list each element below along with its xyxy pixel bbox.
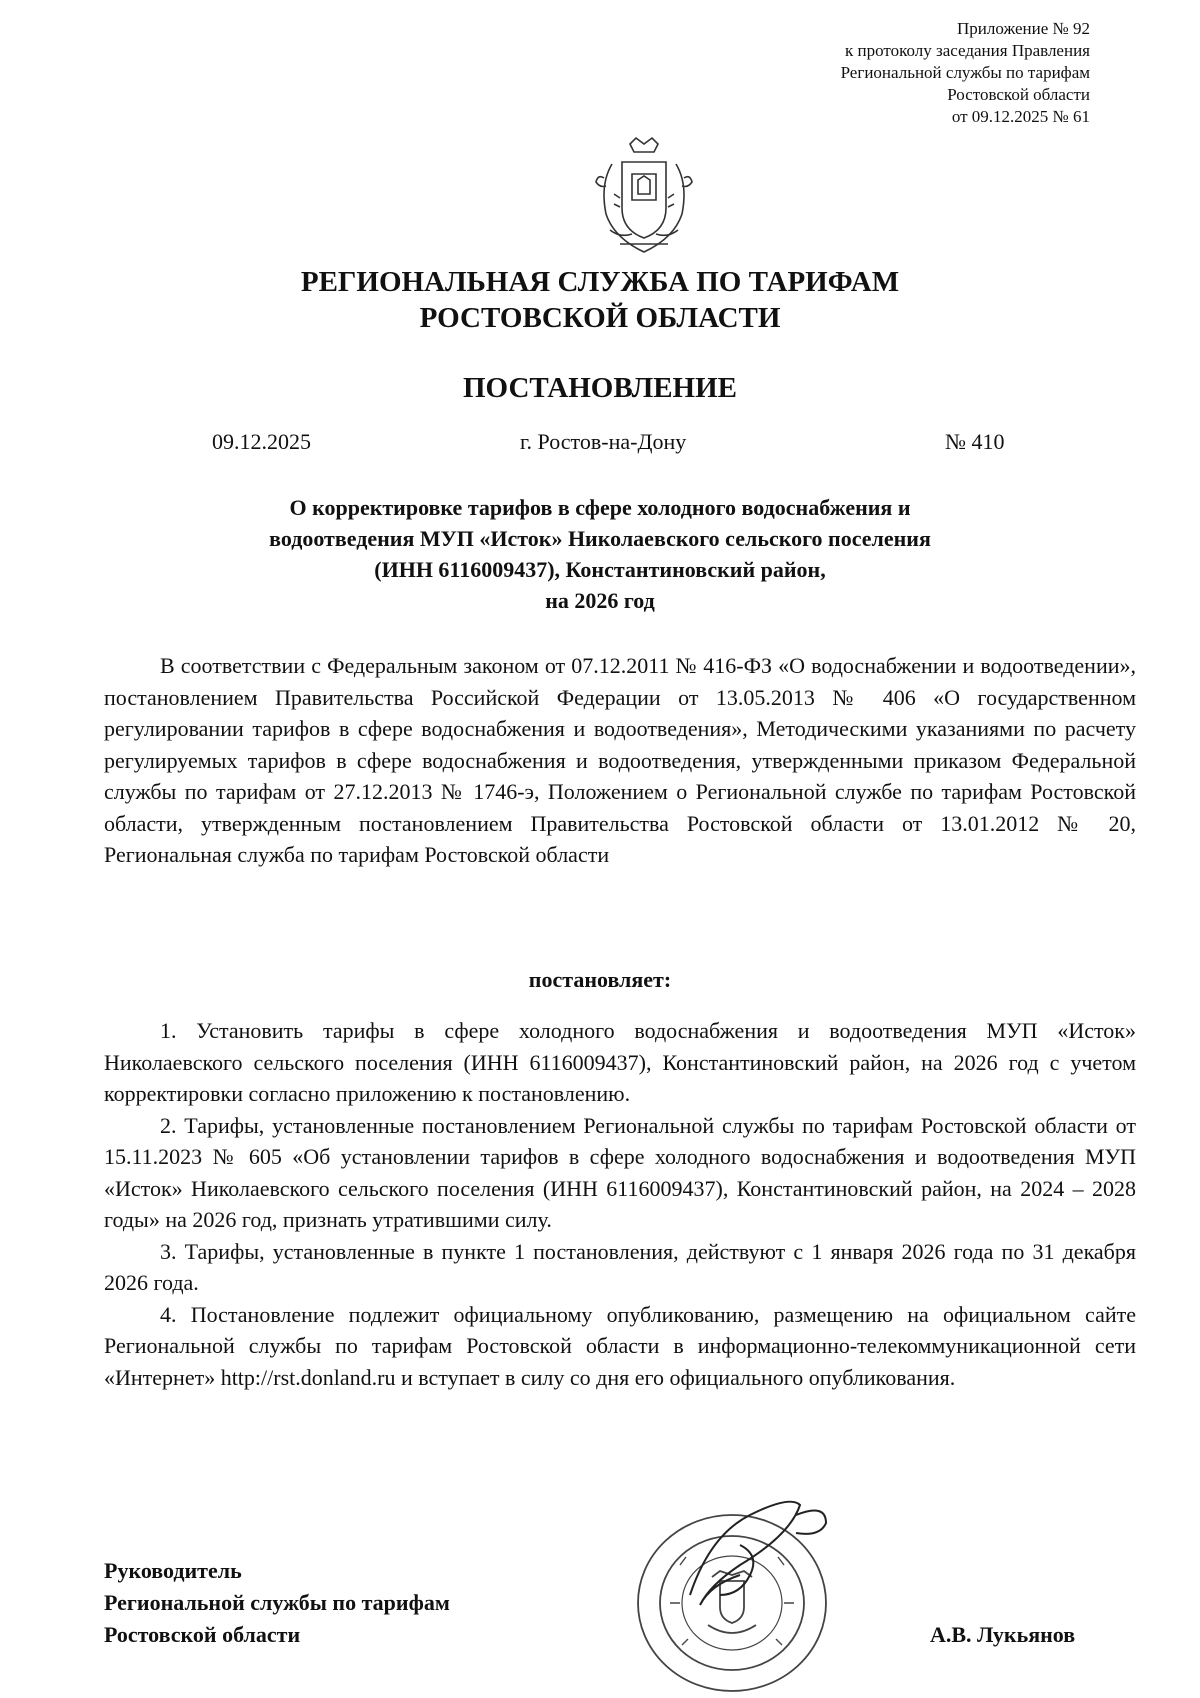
document-subject <box>150 492 1050 616</box>
org-title-line: РОСТОВСКОЙ ОБЛАСТИ <box>419 302 781 334</box>
attachment-note <box>841 18 1090 128</box>
org-title-line: РЕГИОНАЛЬНАЯ СЛУЖБА ПО ТАРИФАМ <box>300 266 900 298</box>
decree-item: 4. Постановление подлежит официальному опубликованию, размещению на официальном сайте Региональной службы по тарифам Ростовской области в информационно-телекоммуникационной сети «Интернет» http://rst.donland.ru и вступает в силу со дня его официального опубликования. <box>104 1301 1136 1390</box>
position-line: Ростовской области <box>104 1622 301 1647</box>
position-line: Руководитель <box>104 1558 242 1583</box>
signatory-name: А.В. Лукьянов <box>930 1622 1076 1647</box>
document-date: 09.12.2025 <box>212 429 311 454</box>
coat-of-arms-icon <box>590 134 698 262</box>
decree-word: постановляет: <box>528 967 672 992</box>
attachment-line: Региональной службы по тарифам <box>840 63 1090 82</box>
subject-line: (ИНН 6116009437), Константиновский район, <box>374 557 826 582</box>
document-meta <box>0 428 1200 458</box>
decree-items <box>104 1015 1136 1393</box>
organization-title <box>0 264 1200 336</box>
official-seal-icon <box>620 1485 850 1695</box>
document-type: ПОСТАНОВЛЕНИЕ <box>462 372 737 404</box>
subject-line: водоотведения МУП «Исток» Николаевского сельского поселения <box>269 526 931 551</box>
subject-line: О корректировке тарифов в сфере холодного водоснабжения и <box>289 495 911 520</box>
attachment-line: Приложение № 92 <box>957 19 1090 38</box>
position-line: Региональной службы по тарифам <box>104 1590 450 1615</box>
document-city: г. Ростов-на-Дону <box>520 429 687 454</box>
decree-item: 1. Установить тарифы в сфере холодного водоснабжения и водоотведения МУП «Исток» Николаевского сельского поселения (ИНН 6116009437), Константиновский район, на 2026 год с учетом корректировки согласно приложению к постановлению. <box>104 1018 1136 1106</box>
decree-item: 3. Тарифы, установленные в пункте 1 постановления, действуют с 1 января 2026 года по 31 декабря 2026 года. <box>104 1238 1136 1295</box>
attachment-line: Ростовской области <box>947 85 1090 104</box>
attachment-line: к протоколу заседания Правления <box>845 41 1090 60</box>
signatory-position <box>104 1555 450 1651</box>
attachment-line: от 09.12.2025 № 61 <box>951 107 1090 126</box>
preamble-paragraph: В соответствии с Федеральным законом от 07.12.2011 № 416-ФЗ «О водоснабжении и водоотведении», постановлением Правительства Российской Федерации от 13.05.2013 № 406 «О государственном регулировании тарифов в сфере водоснабжения и водоотведения», Методическими указаниями по расчету регулируемых тарифов в сфере водоснабжения и водоотведения, утвержденными приказом Федеральной службы по тарифам от 27.12.2013 № 1746-э, Положением о Региональной службе по тарифам Ростовской области, утвержденным постановлением Правительства Ростовской области от 13.01.2012 № 20, Региональная служба по тарифам Ростовской области <box>104 653 1136 867</box>
document-number: № 410 <box>945 429 1005 454</box>
subject-line: на 2026 год <box>545 588 655 613</box>
decree-item: 2. Тарифы, установленные постановлением Региональной службы по тарифам Ростовской области от 15.11.2023 № 605 «Об установлении тарифов в сфере холодного водоснабжения и водоотведения МУП «Исток» Николаевского сельского поселения (ИНН 6116009437), Константиновский район, на 2024 – 2028 годы» на 2026 год, признать утратившими силу. <box>104 1112 1136 1232</box>
